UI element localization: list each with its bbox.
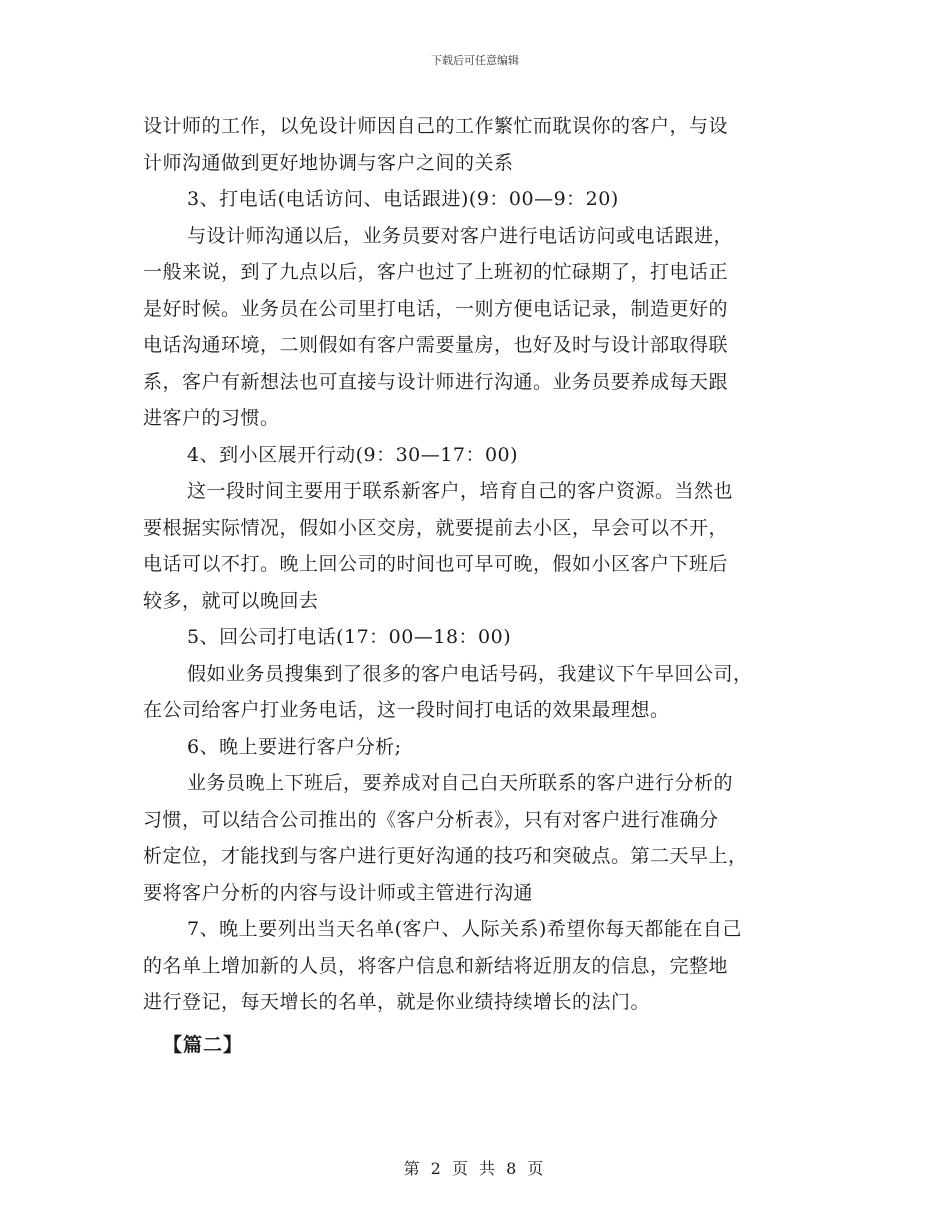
text-line: 7、晚上要列出当天名单(客户、人际关系)希望你每天都能在自己 xyxy=(187,918,742,940)
text-line: 要根据实际情况，假如小区交房，就要提前去小区，早会可以不开， xyxy=(143,516,729,539)
text-line: 一般来说，到了九点以后，客户也过了上班初的忙碌期了，打电话正 xyxy=(143,261,729,283)
text-line: 与设计师沟通以后，业务员要对客户进行电话访问或电话跟进， xyxy=(187,224,734,247)
text-line: 析定位，才能找到与客户进行更好沟通的技巧和突破点。第二天早上， xyxy=(143,845,748,867)
text-line: 计师沟通做到更好地协调与客户之间的关系 xyxy=(143,151,514,174)
document-body xyxy=(143,108,813,1021)
text-line: 这一段时间主要用于联系新客户，培育自己的客户资源。当然也 xyxy=(187,480,734,502)
text-line: 5、回公司打电话(17：00—18：00) xyxy=(187,626,512,648)
text-line: 电话沟通环境，二则假如有客户需要量房，也好及时与设计部取得联 xyxy=(143,334,729,356)
text-line: 6、晚上要进行客户分析; xyxy=(187,735,402,758)
text-line: 4、到小区展开行动(9：30—17：00) xyxy=(187,443,519,466)
text-line: 系，客户有新想法也可直接与设计师进行沟通。业务员要养成每天跟 xyxy=(143,370,729,393)
text-line: 业务员晚上下班后，要养成对自己白天所联系的客户进行分析的 xyxy=(187,772,734,794)
text-line: 电话可以不打。晚上回公司的时间也可早可晚，假如小区客户下班后 xyxy=(143,553,729,575)
text-line: 假如业务员搜集到了很多的客户电话号码，我建议下午早回公司， xyxy=(187,662,753,685)
text-line: 设计师的工作，以免设计师因自己的工作繁忙而耽误你的客户，与设 xyxy=(143,115,729,137)
text-line: 的名单上增加新的人员，将客户信息和新结将近朋友的信息，完整地 xyxy=(143,954,729,977)
text-line: 习惯，可以结合公司推出的《客户分析表》，只有对客户进行准确分 xyxy=(143,808,719,831)
text-line: 要将客户分析的内容与设计师或主管进行沟通 xyxy=(143,881,534,904)
page-header: 下载后可任意编辑 xyxy=(431,54,519,67)
text-line: 在公司给客户打业务电话，这一段时间打电话的效果最理想。 xyxy=(143,699,670,721)
text-line: 是好时候。业务员在公司里打电话，一则方便电话记录，制造更好的 xyxy=(143,297,729,320)
text-line: 进客户的习惯。 xyxy=(143,407,280,429)
section-label: 【篇二】 xyxy=(163,1034,244,1056)
page-footer: 第 2 页 共 8 页 xyxy=(403,1159,547,1178)
text-line: 进行登记，每天增长的名单，就是你业绩持续增长的法门。 xyxy=(143,991,651,1013)
text-line: 较多，就可以晚回去 xyxy=(143,589,319,612)
text-line: 3、打电话(电话访问、电话跟进)(9：00—9：20) xyxy=(187,188,619,210)
